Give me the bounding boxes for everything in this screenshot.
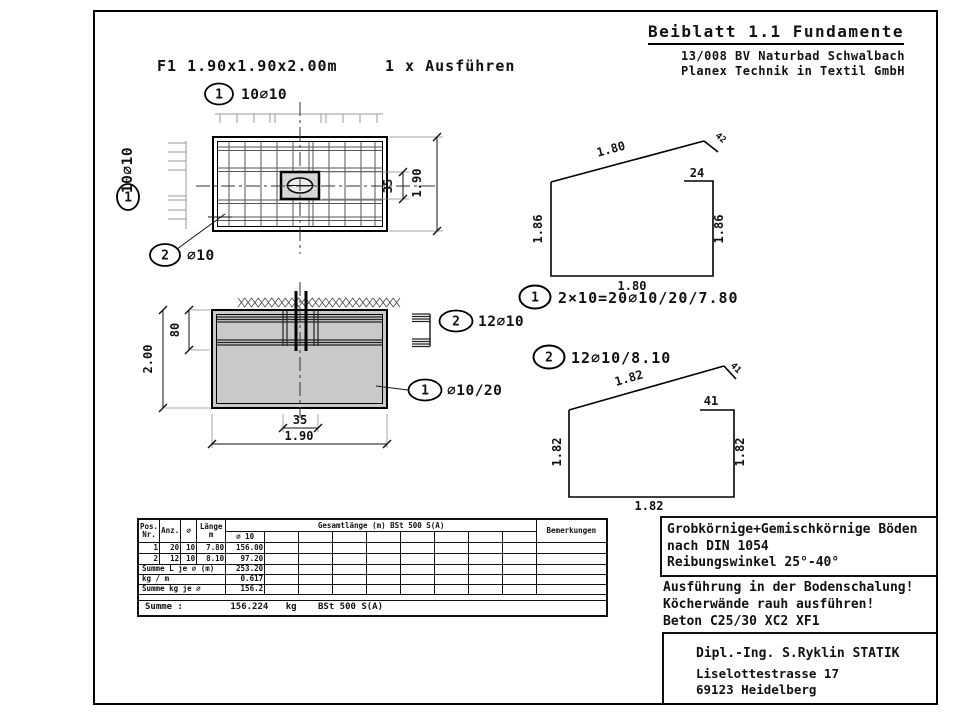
soil-note-line3: Reibungswinkel 25°-40° (667, 555, 840, 570)
cell-pos: 1 (138, 542, 160, 553)
shape1-callout-num: 1 (531, 290, 539, 306)
plan-callout-top-label: 10∅10 (241, 87, 288, 103)
cell-gesamt: 156.00 (226, 542, 265, 553)
cell-gesamt: 97.20 (226, 553, 265, 564)
col-header-dia: ∅ (181, 519, 197, 542)
title-block (648, 22, 938, 78)
total-spec: BSt 500 S(A) (317, 602, 384, 612)
cell-anz: 20 (160, 542, 181, 553)
section-callout-stirrup-num: 2 (452, 314, 460, 330)
shape1-dim-right: 1.86 (712, 214, 726, 244)
plan-callout-pos2-num: 2 (161, 248, 169, 264)
bending-shape-1 (520, 131, 739, 308)
shape2-dim-right: 1.82 (733, 437, 747, 467)
shape1-callout (520, 286, 739, 309)
cell-pos: 2 (138, 553, 160, 564)
summary-label: Summe kg je ∅ (138, 584, 226, 594)
cell-laenge: 8.10 (197, 553, 226, 564)
plan-top-comb (215, 114, 383, 123)
table-total-row (138, 600, 607, 616)
plan-dim-width-label: 1.90 (410, 168, 424, 198)
section-callout-main-num: 1 (421, 383, 429, 399)
shape2-dim-bottom: 1.82 (634, 499, 664, 513)
shape1-dim-bottom: 1.80 (617, 279, 647, 293)
table-summary-row (138, 574, 607, 584)
plan-callout-top (205, 84, 287, 105)
soil-note-line2: nach DIN 1054 (667, 538, 769, 554)
section-dim-depth (141, 306, 210, 412)
summary-value: 156.2 (226, 584, 265, 594)
plan-callout-left-label: 10∅10 (120, 146, 136, 194)
col-header-anz: Anz. (160, 519, 181, 542)
execution-note-line2: Köcherwände rauh ausführen! (663, 597, 875, 612)
section-view (141, 282, 524, 448)
bending-shape-2 (534, 346, 748, 514)
summary-label: kg / m (138, 574, 226, 584)
table-header-row-1 (138, 519, 607, 531)
section-callout-stirrup (440, 311, 525, 332)
plan-callout-left-num: 1 (124, 190, 132, 206)
table-row (138, 542, 607, 553)
header-nr: Nr. (142, 529, 156, 539)
shape1-dim-hook: 42 (712, 131, 728, 146)
section-dim-upper-label: 80 (168, 322, 182, 338)
total-value: 156.224 (230, 602, 269, 612)
section-dim-depth-label: 2.00 (141, 344, 155, 374)
section-callout-main-label: ∅10/20 (447, 383, 503, 399)
engineer-stamp (662, 632, 936, 703)
soil-note-box (660, 516, 938, 577)
total-unit: kg (285, 602, 297, 612)
cell-laenge: 7.80 (197, 542, 226, 553)
execution-count: 1 x Ausführen (385, 57, 516, 75)
shape2-callout-label: 12∅10/8.10 (571, 349, 672, 367)
shape2-dim-left: 1.82 (550, 437, 564, 467)
execution-note-line1: Ausführung in der Bodenschalung! (663, 580, 914, 595)
company-name: Planex Technik in Textil GmbH (680, 64, 905, 78)
plan-callout-pos2-label: ∅10 (187, 248, 215, 264)
cell-dia: 10 (181, 542, 197, 553)
foundation-title: F1 1.90x1.90x2.00m (157, 57, 338, 75)
subheader-dia10: ∅ 10 (226, 531, 265, 542)
section-dim-width-label: 1.90 (284, 429, 314, 443)
shape2-dim-top: 41 (703, 394, 719, 408)
plan-view (117, 84, 443, 267)
cell-dia: 10 (181, 553, 197, 564)
stamp-city: 69123 Heidelberg (696, 682, 817, 697)
shape2-callout-num: 2 (545, 350, 553, 366)
shape1-dim-diagonal: 1.80 (595, 138, 627, 160)
shape2-callout (534, 346, 672, 369)
plan-left-comb (168, 141, 186, 229)
col-header-gesamt: Gesamtlänge (m) BSt 500 S(A) (226, 519, 537, 531)
project-name: 13/008 BV Naturbad Schwalbach (680, 49, 905, 63)
ground-hatch (238, 298, 400, 307)
col-header-bemerkungen: Bemerkungen (537, 519, 607, 542)
total-label: Summe : (145, 602, 183, 612)
execution-note-line3: Beton C25/30 XC2 XF1 (663, 614, 820, 629)
sheet-title: Beiblatt 1.1 Fundamente (648, 22, 904, 45)
stamp-engineer-name: Dipl.-Ing. S.Ryklin STATIK (696, 646, 900, 661)
summary-value: 253.20 (226, 564, 265, 574)
section-dim-upper (168, 306, 210, 354)
plan-callout-top-num: 1 (215, 87, 223, 103)
plan-dim-pocket-label: 35 (381, 178, 395, 194)
header-pos: Pos. (140, 522, 159, 532)
plan-callout-left (117, 147, 139, 210)
plan-dim-width (389, 133, 443, 235)
col-header-laenge (197, 519, 226, 542)
shape1-dim-left: 1.86 (531, 214, 545, 244)
table-row (138, 553, 607, 564)
table-summary-row (138, 564, 607, 574)
header-unit: m (208, 529, 214, 539)
shape2-dim-hook: 41 (728, 361, 743, 376)
col-header-pos (138, 519, 160, 542)
shape1-callout-label: 2×10=20∅10/20/7.80 (558, 289, 739, 307)
cell-anz: 12 (160, 553, 181, 564)
steel-schedule-table (137, 518, 608, 617)
table-summary-row (138, 584, 607, 594)
soil-note-line1: Grobkörnige+Gemischkörnige Böden (667, 522, 918, 537)
shape2-dim-diagonal: 1.82 (613, 367, 645, 389)
stirrup-symbol-icon (412, 314, 430, 347)
execution-note (663, 579, 913, 630)
summary-value: 0.617 (226, 574, 265, 584)
section-dim-pocket-label: 35 (292, 413, 308, 427)
summary-label: Summe L je ∅ (m) (138, 564, 226, 574)
stamp-street: Liselottestrasse 17 (696, 666, 839, 681)
section-callout-stirrup-label: 12∅10 (478, 314, 525, 330)
section-callout-main (376, 380, 502, 401)
header-laenge: Länge (199, 522, 223, 532)
shape1-dim-top: 24 (689, 166, 705, 180)
